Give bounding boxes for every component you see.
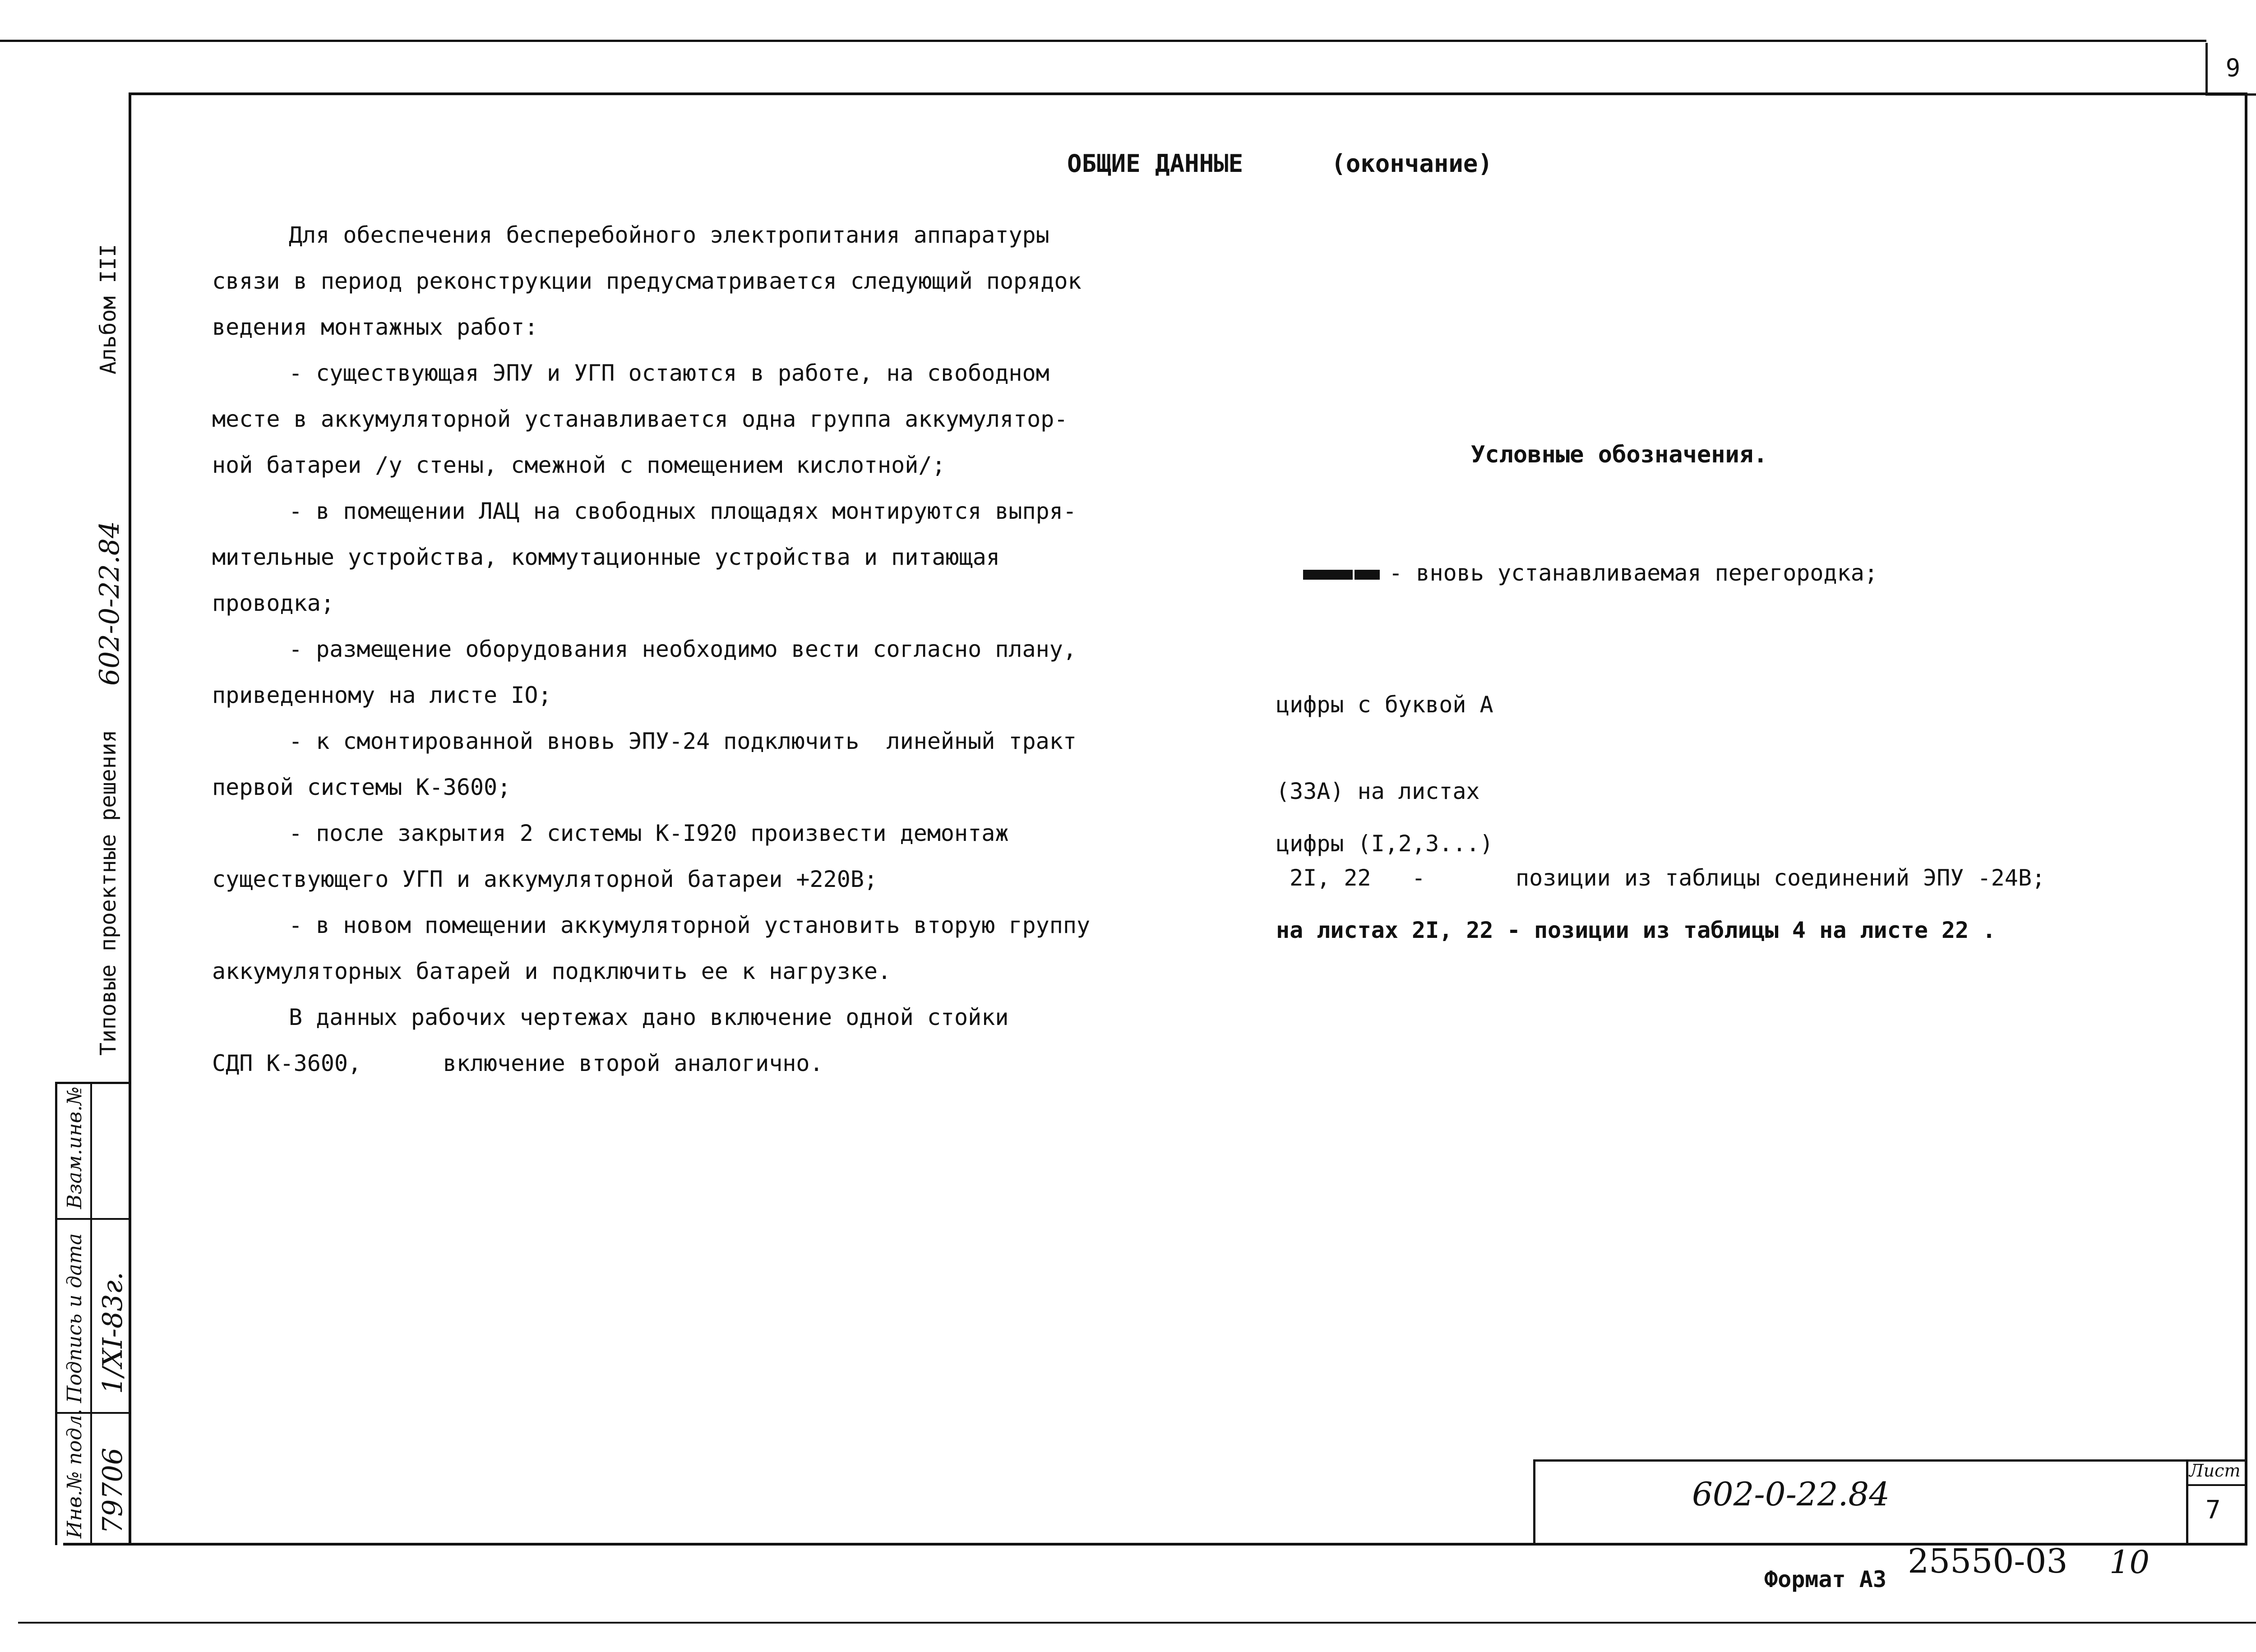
stamp-left-top	[55, 1082, 131, 1084]
body-line: приведенному на листе IO;	[212, 682, 552, 708]
body-line: месте в аккумуляторной устанавливается одна группа аккумулятор-	[212, 406, 1068, 432]
body-line: В данных рабочих чертежах дано включение одной стойки	[289, 1004, 1009, 1030]
footer-archive-sheet: 10	[2109, 1544, 2150, 1581]
partition-symbol-icon	[1303, 570, 1380, 580]
body-line: - к смонтированной вновь ЭПУ-24 подключить линейный тракт	[289, 728, 1077, 754]
side-label-album: Альбом III	[96, 244, 121, 374]
body-line: существующего УГП и аккумуляторной батареи +220В;	[212, 866, 878, 892]
title-block-left	[1533, 1459, 1535, 1545]
letters-line1: цифры с буквой А	[1276, 692, 1493, 718]
body-line: аккумуляторных батарей и подключить ее к нагрузке.	[212, 958, 892, 984]
letters-line3: 2I, 22 -	[1290, 865, 1426, 891]
body-line: проводка;	[212, 590, 334, 616]
title-main: ОБЩИЕ ДАННЫЕ	[1067, 149, 1244, 178]
digits-line1: цифры (I,2,3...)	[1276, 831, 1493, 857]
stamp-inv-value: 79706	[97, 1448, 129, 1534]
body-line: первой системы К-3600;	[212, 774, 511, 800]
letters-line2: (33А) на листах	[1276, 778, 1480, 804]
title-block-sheet-label: Лист	[2189, 1461, 2241, 1481]
body-line: - в новом помещении аккумуляторной установить вторую группу	[289, 912, 1091, 938]
frame-left	[129, 92, 131, 1545]
body-line: - в помещении ЛАЦ на свободных площадях монтируются выпря-	[289, 498, 1077, 524]
frame-right	[2245, 92, 2247, 1545]
body-line: - после закрытия 2 системы К-I920 произвести демонтаж	[289, 820, 1009, 846]
legend-digits-block	[1276, 771, 1996, 974]
footer-format: Формат А3	[1764, 1566, 1886, 1592]
stamp-left-div1	[55, 1218, 131, 1220]
body-line: ной батареи /у стены, смежной с помещением кислотной/;	[212, 452, 946, 478]
page-title	[1038, 121, 1493, 178]
title-block-top	[1533, 1459, 2246, 1462]
body-line: СДП К-3600, включение второй аналогично.	[212, 1050, 823, 1076]
legend-partition-text: - вновь устанавливаемая перегородка;	[1389, 560, 1878, 586]
body-line: - размещение оборудования необходимо вести согласно плану,	[289, 636, 1077, 662]
digits-line2: на листах 2I, 22 - позиции из таблицы 4 на листе 22 .	[1276, 917, 1996, 943]
outer-bottom	[18, 1622, 2256, 1624]
body-line: связи в период реконструкции предусматривается следующий порядок	[212, 268, 1082, 294]
stamp-sign-value: 1/XI-83г.	[97, 1272, 129, 1394]
body-line: - существующая ЭПУ и УГП остаются в работе, на свободном	[289, 360, 1049, 386]
stamp-left-outer	[55, 1082, 57, 1545]
title-block-code: 602-0-22.84	[1692, 1475, 1890, 1513]
page-number: 9	[2205, 43, 2256, 96]
footer-archive-number: 25550-03	[1908, 1542, 2068, 1581]
title-block-sheet-div	[2186, 1484, 2245, 1486]
title-block-sheet-left	[2186, 1459, 2188, 1545]
stamp-vzam-label: Взам.инв.№	[63, 1086, 86, 1209]
title-block-sheet-value: 7	[2205, 1495, 2221, 1525]
frame-top	[129, 92, 2247, 95]
stamp-inv-label: Инв.№ подл.	[63, 1408, 86, 1538]
body-line: мительные устройства, коммутационные устройства и питающая	[212, 544, 1000, 570]
title-suffix: (окончание)	[1331, 149, 1493, 178]
stamp-sign-label: Подпись и дата	[63, 1233, 86, 1403]
legend-title: Условные обозначения.	[1471, 441, 1768, 468]
legend-partition	[1276, 534, 1878, 586]
side-label-code: 602-0-22.84	[94, 521, 125, 686]
body-text	[212, 212, 1169, 1086]
body-line: Для обеспечения бесперебойного электропитания аппаратуры	[289, 222, 1049, 248]
side-label-series: Типовые проектные решения	[96, 729, 121, 1056]
stamp-left-mid	[90, 1082, 92, 1545]
body-line: ведения монтажных работ:	[212, 314, 538, 340]
top-rule	[0, 40, 2206, 42]
letters-description: позиции из таблицы соединений ЭПУ -24В;	[1516, 865, 2046, 891]
